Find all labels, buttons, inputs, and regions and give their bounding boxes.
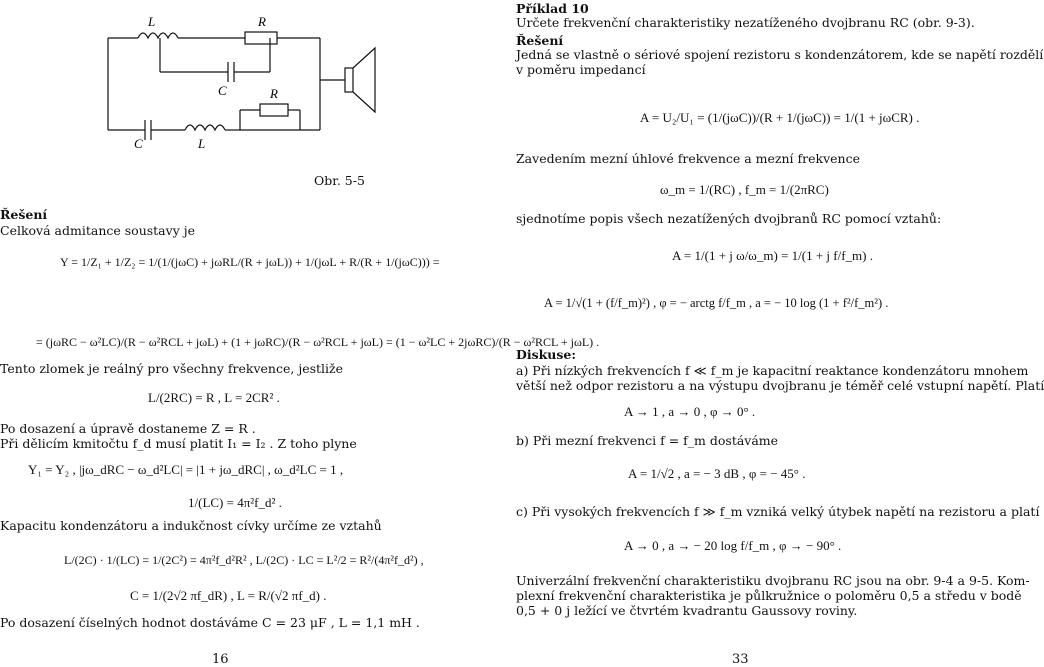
text-discussion-b: b) Při mezní frekvenci f = f_m dostáváme bbox=[516, 433, 779, 448]
text-tento: Tento zlomek je reálný pro všechny frekvence, jestliže bbox=[0, 361, 344, 376]
text-pomer: v poměru impedancí bbox=[516, 62, 646, 77]
solution-heading-right: Řešení bbox=[516, 33, 564, 48]
text-universal-2: plexní frekvenční charakteristika je půlkružnice o poloměru 0,5 a středu v bodě bbox=[516, 588, 1022, 603]
equation-omega-m: ω_m = 1/(RC) , f_m = 1/(2πRC) bbox=[660, 182, 829, 197]
text-seriove: Jedná se vlastně o sériové spojení rezistoru s kondenzátorem, kde se napětí rozdělí bbox=[516, 47, 1044, 62]
circuit-label-C-bot: C bbox=[134, 136, 143, 151]
circuit-label-R-bot: R bbox=[270, 86, 278, 101]
equation-C-L: C = 1/(2√2 πf_dR) , L = R/(√2 πf_d) . bbox=[130, 588, 327, 603]
equation-currents: Y₁ = Y₂ , |jω_dRC − ω_d²LC| = |1 + jω_dRC| , ω_d²LC = 1 , bbox=[28, 462, 344, 477]
text-discussion-a2: větší než odpor rezistoru a na výstupu dvojbranu je téměř celé vstupní napětí. Platí bbox=[516, 378, 1044, 393]
circuit-label-L-bot: L bbox=[198, 136, 206, 151]
text-universal-1: Univerzální frekvenční charakteristiku dvojbranu RC jsou na obr. 9-4 a 9-5. Kom- bbox=[516, 573, 1030, 588]
example-heading: Příklad 10 bbox=[516, 1, 589, 16]
solution-heading-left: Řešení bbox=[0, 207, 48, 222]
discussion-heading: Diskuse: bbox=[516, 347, 576, 362]
text-po-dosazeni: Po dosazení a úpravě dostaneme Z = R . bbox=[0, 421, 256, 436]
equation-A-transfer: A = U₂/U₁ = (1/(jωC))/(R + 1/(jωC)) = 1/(1 + jωCR) . bbox=[640, 110, 920, 125]
text-kapacitu: Kapacitu kondenzátoru a indukčnost cívky určíme ze vztahů bbox=[0, 518, 382, 533]
equation-LC: 1/(LC) = 4π²f_d² . bbox=[188, 495, 282, 510]
equation-kapacita: L/(2C) · 1/(LC) = 1/(2C²) = 4π²f_d²R² , L/(2C) · LC = L²/2 = R²/(4π²f_d²) , bbox=[64, 553, 424, 567]
equation-high-freq: A → 0 , a → − 20 log f/f_m , φ → − 90° . bbox=[624, 538, 842, 553]
equation-low-freq: A → 1 , a → 0 , φ → 0° . bbox=[624, 404, 756, 419]
equation-admitance-2: = (jωRC − ω²LC)/(R − ω²RCL + jωL) + (1 + jωRC)/(R − ω²RCL + jωL) = (1 − ω²LC + 2jωRC)/(R − ω²RCL + jωL) . bbox=[36, 335, 600, 349]
figure-caption: Obr. 5-5 bbox=[314, 173, 365, 188]
text-zavedenim: Zavedením mezní úhlové frekvence a mezní frekvence bbox=[516, 151, 861, 166]
text-task: Určete frekvenční charakteristiky nezatíženého dvojbranu RC (obr. 9-3). bbox=[516, 15, 975, 30]
text-sjednotime: sjednotíme popis všech nezatížených dvojbranů RC pomocí vztahů: bbox=[516, 211, 942, 226]
text-admitance: Celková admitance soustavy je bbox=[0, 223, 196, 238]
equation-admitance-1: Y = 1/Z₁ + 1/Z₂ = 1/(1/(jωC) + jωRL/(R + jωL)) + 1/(jωL + R/(R + 1/(jωC))) = bbox=[60, 255, 440, 269]
equation-A-modulus: A = 1/√(1 + (f/f_m)²) , φ = − arctg f/f_m , a = − 10 log (1 + f²/f_m²) . bbox=[544, 296, 889, 310]
text-discussion-c: c) Při vysokých frekvencích f ≫ f_m vzniká velký útybek napětí na rezistoru a platí bbox=[516, 504, 1040, 519]
text-universal-3: 0,5 + 0 j ležící ve čtvrtém kvadrantu Gaussovy roviny. bbox=[516, 603, 858, 618]
text-pri-delicim: Při dělicím kmitočtu f_d musí platit I₁ = I₂ . Z toho plyne bbox=[0, 436, 357, 451]
circuit-label-R-top: R bbox=[258, 14, 266, 29]
text-final-values: Po dosazení číselných hodnot dostáváme C = 23 μF , L = 1,1 mH . bbox=[0, 615, 420, 630]
circuit-diagram bbox=[90, 0, 400, 170]
text-discussion-a1: a) Při nízkých frekvencích f ≪ f_m je kapacitní reaktance kondenzátoru mnohem bbox=[516, 363, 1029, 378]
equation-condition: L/(2RC) = R , L = 2CR² . bbox=[148, 390, 280, 405]
equation-A-normalized: A = 1/(1 + j ω/ω_m) = 1/(1 + j f/f_m) . bbox=[672, 248, 873, 263]
equation-cutoff: A = 1/√2 , a = − 3 dB , φ = − 45° . bbox=[628, 466, 806, 481]
page-number-left: 16 bbox=[212, 652, 229, 667]
circuit-label-C-mid: C bbox=[218, 83, 227, 98]
page-number-right: 33 bbox=[732, 652, 749, 667]
circuit-label-L-top: L bbox=[148, 14, 156, 29]
